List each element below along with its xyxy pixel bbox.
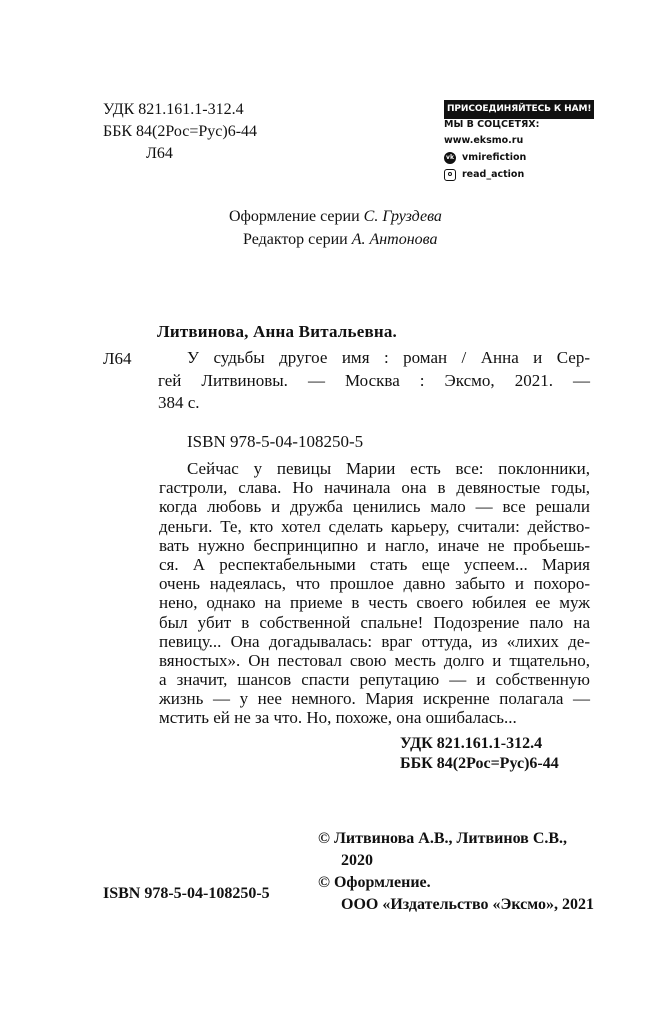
record-line: У судьбы другое имя : роман / Анна и Сер- <box>187 348 590 367</box>
annotation-line: вяностых». Он пестовал свою месть долго и тщательно, <box>159 650 590 670</box>
record-author: Литвинова, Анна Витальевна. <box>157 322 397 341</box>
annotation-line: гастроли, слава. Но начинала она в девяностые годы, <box>159 478 590 498</box>
bottom-codes <box>400 734 559 774</box>
annotation-line: нено, однако на приеме в честь своего юбилея ее муж <box>159 593 590 613</box>
annotation <box>159 459 590 728</box>
record-mark: Л64 <box>103 349 132 368</box>
instagram-handle: read_action <box>462 169 525 180</box>
record-isbn: ISBN 978-5-04-108250-5 <box>187 432 364 451</box>
author-mark: Л64 <box>146 145 173 162</box>
series-design-credit <box>229 205 442 228</box>
bbk-code: ББК 84(2Рос=Рус)6-44 <box>103 123 258 140</box>
bottom-isbn: ISBN 978-5-04-108250-5 <box>103 885 270 902</box>
copyright-line: © Оформление. <box>318 874 431 891</box>
copyright-line: ООО «Издательство «Эксмо», 2021 <box>341 896 594 913</box>
record-line: 384 с. <box>158 393 200 412</box>
annotation-line: певицу... Она догадывалась: враг оттуда, из «лихих де- <box>159 631 590 651</box>
annotation-line: очень надеялась, что прошлое давно забыто и похоро- <box>159 574 590 594</box>
annotation-line: был убит в собственной спальне! Подозрение пало на <box>159 612 590 632</box>
classification-codes <box>103 99 257 165</box>
annotation-line: мстить ей не за что. Но, похоже, она ошибалась... <box>159 708 517 728</box>
record-description <box>158 347 590 415</box>
annotation-line: жизнь — у нее немного. Мария искренне полагала — <box>159 689 590 709</box>
networks-label: МЫ В СОЦСЕТЯХ: <box>444 119 540 130</box>
join-banner: ПРИСОЕДИНЯЙТЕСЬ К НАМ! <box>444 100 594 119</box>
vk-link[interactable] <box>444 149 590 166</box>
record-line: гей Литвиновы. — Москва : Эксмо, 2021. — <box>158 370 590 390</box>
vk-icon: vk <box>444 152 456 164</box>
bottom-udk: УДК 821.161.1-312.4 <box>400 735 543 752</box>
copyright-block <box>318 828 594 916</box>
annotation-line: вать нужно беспринципно и нагло, иначе не пробьешь- <box>159 535 590 555</box>
social-block <box>444 101 590 183</box>
design-name: С. Груздева <box>363 208 442 225</box>
design-label: Оформление серии <box>229 208 360 225</box>
bottom-bbk: ББК 84(2Рос=Рус)6-44 <box>400 755 559 772</box>
annotation-line: а значит, шансов спасти репутацию — и собственную <box>159 670 590 690</box>
annotation-line: ся. А респектабельными стать еще успеем... Мария <box>159 554 590 574</box>
vk-handle: vmirefiction <box>462 152 527 163</box>
editor-label: Редактор серии <box>243 231 348 248</box>
copyright-line: © Литвинова А.В., Литвинов С.В., <box>318 830 568 847</box>
udk-code: УДК 821.161.1-312.4 <box>103 101 244 118</box>
copyright-line: 2020 <box>341 852 373 869</box>
editor-name: А. Антонова <box>351 231 438 248</box>
site-link[interactable]: www.eksmo.ru <box>444 135 524 146</box>
series-editor-credit <box>243 228 438 251</box>
annotation-line: когда любовь и дружба ценились мало — все решали <box>159 497 590 517</box>
annotation-line: Сейчас у певицы Марии есть все: поклонники, <box>187 459 590 478</box>
instagram-icon <box>444 169 456 181</box>
instagram-link[interactable] <box>444 166 590 183</box>
annotation-line: деньги. Те, кто хотел сделать карьеру, считали: действо- <box>159 516 590 536</box>
